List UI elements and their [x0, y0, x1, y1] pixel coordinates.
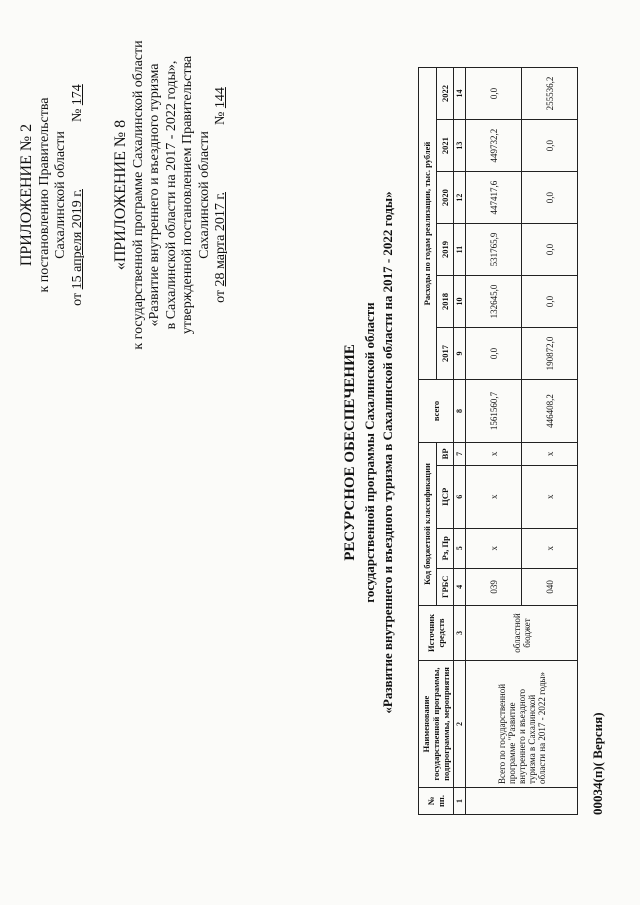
- page-subtitle-program: «Развитие внутреннего и въездного туризма в Сахалинской области на 2017 - 2022 годы»: [380, 191, 395, 714]
- cell-2017: 190872,0: [522, 328, 578, 380]
- header-year: 2021: [436, 120, 454, 172]
- appendix-date: 15 апреля 2019 г.: [69, 189, 85, 290]
- annex-line3: в Сахалинской области на 2017 - 2022 годы»,: [163, 60, 179, 330]
- cell-row-name: Всего по государственной программе "Развитие внутреннего и въездного туризма в Сахалинской области на 2017 - 2022 годы»: [466, 661, 578, 788]
- col-number: 4: [454, 568, 466, 605]
- col-number: 10: [454, 276, 466, 328]
- cell-num: [466, 788, 578, 815]
- page-title: РЕСУРСНОЕ ОБЕСПЕЧЕНИЕ: [342, 344, 358, 561]
- cell-2020: 447417,6: [466, 172, 522, 224]
- header-budget-code: Код бюджетной классификации: [419, 443, 437, 606]
- header-csr: ЦСР: [436, 465, 454, 528]
- cell-2022: 255536,2: [522, 68, 578, 120]
- cell-total: 446408,2: [522, 380, 578, 443]
- cell-source: областной бюджет: [466, 606, 578, 661]
- cell-vr: х: [522, 443, 578, 466]
- appendix-line2: Сахалинской области: [53, 131, 69, 259]
- cell-csr: х: [522, 465, 578, 528]
- cell-total: 1561560,7: [466, 380, 522, 443]
- header-name: Наименование государственной программы, подпрограммы, мероприятия: [419, 661, 454, 788]
- header-expenses: Расходы по годам реализации, тыс. рублей: [419, 68, 437, 380]
- resource-table: [418, 67, 578, 815]
- col-number: 2: [454, 661, 466, 788]
- col-number: 7: [454, 443, 466, 466]
- appendix-from: от: [69, 292, 85, 306]
- header-grbs: ГРБС: [436, 568, 454, 605]
- header-num: № пп.: [419, 788, 454, 815]
- annex-line4: утвержденной постановлением Правительства: [180, 55, 196, 335]
- annex-line5: Сахалинской области: [196, 131, 212, 259]
- header-year: 2022: [436, 68, 454, 120]
- col-number: 8: [454, 380, 466, 443]
- annex-date: 28 марта 2017 г.: [213, 191, 229, 287]
- header-year: 2017: [436, 328, 454, 380]
- annex-from: от: [213, 289, 229, 303]
- cell-2019: 531765,9: [466, 224, 522, 276]
- header-source: Источник средств: [419, 606, 454, 661]
- table-row: [466, 68, 522, 815]
- cell-vr: х: [466, 443, 522, 466]
- header-year: 2018: [436, 276, 454, 328]
- annex-line1: к государственной программе Сахалинской области: [130, 40, 146, 350]
- cell-rzpr: х: [522, 528, 578, 568]
- col-number: 3: [454, 606, 466, 661]
- col-number: 13: [454, 120, 466, 172]
- cell-2018: 132645,0: [466, 276, 522, 328]
- cell-csr: х: [466, 465, 522, 528]
- col-number: 5: [454, 528, 466, 568]
- appendix-number: 174: [69, 84, 85, 106]
- cell-2020: 0,0: [522, 172, 578, 224]
- appendix-line1: к постановлению Правительства: [36, 97, 52, 293]
- cell-grbs: 039: [466, 568, 522, 605]
- annex-number: 144: [213, 87, 229, 109]
- annex-title: «ПРИЛОЖЕНИЕ № 8: [112, 119, 129, 271]
- header-year: 2019: [436, 224, 454, 276]
- cell-2017: 0,0: [466, 328, 522, 380]
- header-year: 2020: [436, 172, 454, 224]
- col-number: 1: [454, 788, 466, 815]
- col-number: 14: [454, 68, 466, 120]
- annex-block: [112, 5, 230, 385]
- cell-2019: 0,0: [522, 224, 578, 276]
- appendix-block: [18, 45, 86, 345]
- col-number: 9: [454, 328, 466, 380]
- annex-num-label: №: [213, 111, 229, 125]
- appendix-title: ПРИЛОЖЕНИЕ № 2: [18, 123, 35, 267]
- header-total: всего: [419, 380, 454, 443]
- header-rzpr: Рз, Пр: [436, 528, 454, 568]
- cell-rzpr: х: [466, 528, 522, 568]
- cell-grbs: 040: [522, 568, 578, 605]
- appendix-num-label: №: [69, 108, 85, 123]
- annex-line2: «Развитие внутреннего и въездного туризма: [147, 63, 163, 327]
- col-number: 6: [454, 465, 466, 528]
- col-number: 11: [454, 224, 466, 276]
- cell-2022: 0,0: [466, 68, 522, 120]
- cell-2021: 449732,2: [466, 120, 522, 172]
- col-number: 12: [454, 172, 466, 224]
- cell-2018: 0,0: [522, 276, 578, 328]
- cell-2021: 0,0: [522, 120, 578, 172]
- header-vr: ВР: [436, 443, 454, 466]
- page-subtitle: государственной программы Сахалинской области: [362, 302, 377, 603]
- document-footer: 00034(п)( Версия): [590, 712, 605, 815]
